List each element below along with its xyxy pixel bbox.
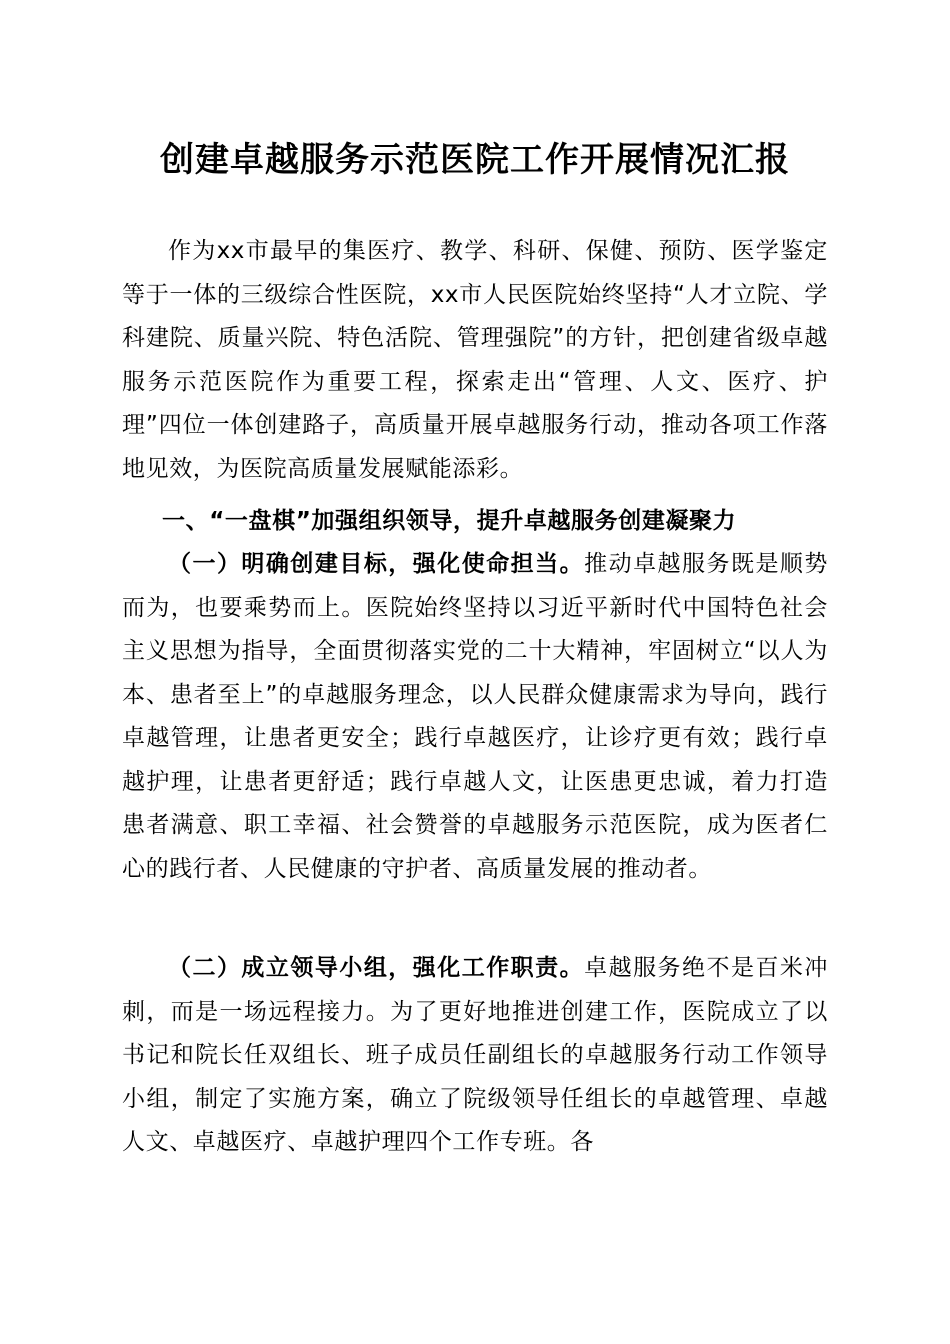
- paragraph-item-1: [122, 543, 828, 891]
- paragraph-item-2: [122, 947, 828, 1165]
- item-1-lead: （一）明确创建目标，强化使命担当。: [168, 551, 585, 577]
- document-title: 创建卓越服务示范医院工作开展情况汇报: [160, 140, 790, 180]
- section-heading: 一、“一盘棋”加强组织领导，提升卓越服务创建凝聚力: [162, 508, 737, 534]
- intro-paragraph: 作为xx市最早的集医疗、教学、科研、保健、预防、医学鉴定等于一体的三级综合性医院，xx市人民医院始终坚持“人才立院、学科建院、质量兴院、特色活院、管理强院”的方针，把创建省级卓越服务示范医院作为重要工程，探索走出“管理、人文、医疗、护理”四位一体创建路子，高质量开展卓越服务行动，推动各项工作落地见效，为医院高质量发展赋能添彩。: [122, 238, 828, 482]
- item-1-text: 推动卓越服务既是顺势而为，也要乘势而上。医院始终坚持以习近平新时代中国特色社会主义思想为指导，全面贯彻落实党的二十大精神，牢固树立“以人为本、患者至上”的卓越服务理念，以人民群众健康需求为导向，践行卓越管理，让患者更安全；践行卓越医疗，让诊疗更有效；践行卓越护理，让患者更舒适；践行卓越人文，让医患更忠诚，着力打造患者满意、职工幸福、社会赞誉的卓越服务示范医院，成为医者仁心的践行者、人民健康的守护者、高质量发展的推动者。: [122, 551, 829, 882]
- item-2-lead: （二）成立领导小组，强化工作职责。: [168, 955, 585, 981]
- item-2-text: 卓越服务绝不是百米冲刺，而是一场远程接力。为了更好地推进创建工作，医院成立了以书记和院长任双组长、班子成员任副组长的卓越服务行动工作领导小组，制定了实施方案，确立了院级领导任组长的卓越管理、卓越人文、卓越医疗、卓越护理四个工作专班。各: [122, 955, 829, 1155]
